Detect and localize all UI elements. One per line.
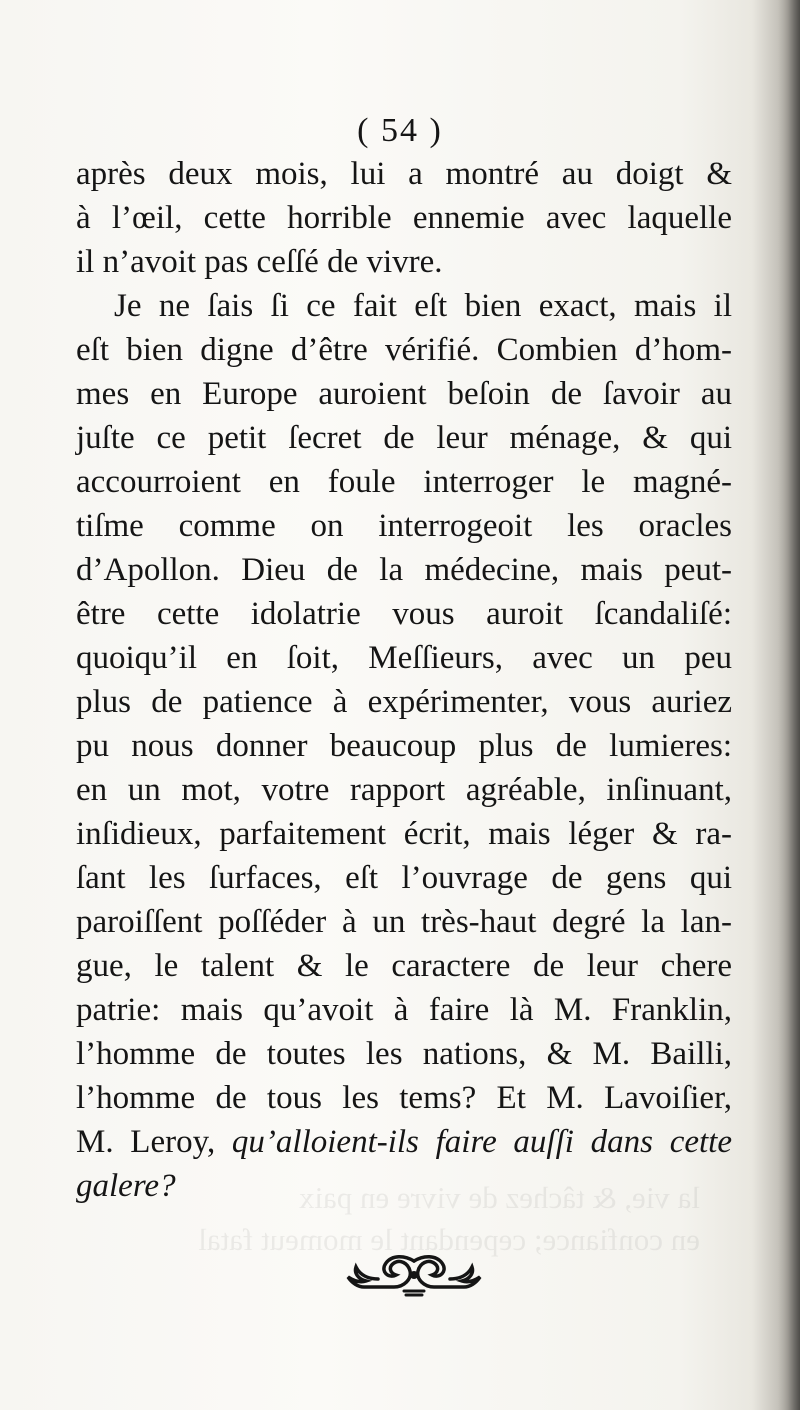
text-line: patrie: mais qu’avoit à faire là M. Franklin, xyxy=(76,992,732,1028)
text-line: Je ne ſais ſi ce fait eſt bien exact, mais il xyxy=(114,288,732,324)
page-body-text xyxy=(76,152,732,1208)
text-line: ſant les ſurfaces, eſt l’ouvrage de gens qui xyxy=(76,860,732,896)
text-line: en un mot, votre rapport agréable, inſinuant, xyxy=(76,772,732,808)
bleed-through-text: la vie, & tâchez de vivre en paix xyxy=(298,1180,700,1215)
text-line: accourroient en foule interroger le magné- xyxy=(76,464,732,500)
text-line: quoiqu’il en ſoit, Meſſieurs, avec un peu xyxy=(76,640,732,676)
text-line: mes en Europe auroient beſoin de ſavoir au xyxy=(76,376,732,412)
text-line: pu nous donner beaucoup plus de lumieres: xyxy=(76,728,732,764)
text-line: inſidieux, parfaitement écrit, mais léger & ra- xyxy=(76,816,732,852)
text-italic: qu’alloient-ils faire auſſi dans cette xyxy=(231,1124,732,1160)
text-line: juſte ce petit ſecret de leur ménage, & qui xyxy=(76,420,732,456)
text-line: d’Apollon. Dieu de la médecine, mais peut- xyxy=(76,552,732,588)
text-line: tiſme comme on interrogeoit les oracles xyxy=(76,508,732,544)
text-line: plus de patience à expérimenter, vous auriez xyxy=(76,684,732,720)
text-line: l’homme de toutes les nations, & M. Bailli, xyxy=(76,1036,732,1072)
text-line: eſt bien digne d’être vérifié. Combien d’hom- xyxy=(76,332,732,368)
text-line: l’homme de tous les tems? Et M. Lavoiſier, xyxy=(76,1080,732,1116)
text-line-mixed xyxy=(76,1120,732,1164)
text-line: être cette idolatrie vous auroit ſcandaliſé: xyxy=(76,596,732,632)
text-line: gue, le talent & le caractere de leur chere xyxy=(76,948,732,984)
text-line: paroiſſent poſſéder à un très-haut degré la lan- xyxy=(76,904,732,940)
text-line: après deux mois, lui a montré au doigt & xyxy=(76,156,732,192)
text-line: il n’avoit pas ceſſé de vivre. xyxy=(76,244,443,280)
bleed-through-text: en confiance; cependant le momeut fatal xyxy=(198,1222,700,1257)
fleuron-ornament-icon xyxy=(344,1251,484,1299)
page-edge-shadow xyxy=(778,0,800,1410)
text-roman: M. Leroy, xyxy=(76,1124,232,1160)
text-line: galere? xyxy=(76,1168,176,1204)
text-line: à l’œil, cette horrible ennemie avec laquelle xyxy=(76,200,732,236)
page-number: ( 54 ) xyxy=(357,112,443,149)
